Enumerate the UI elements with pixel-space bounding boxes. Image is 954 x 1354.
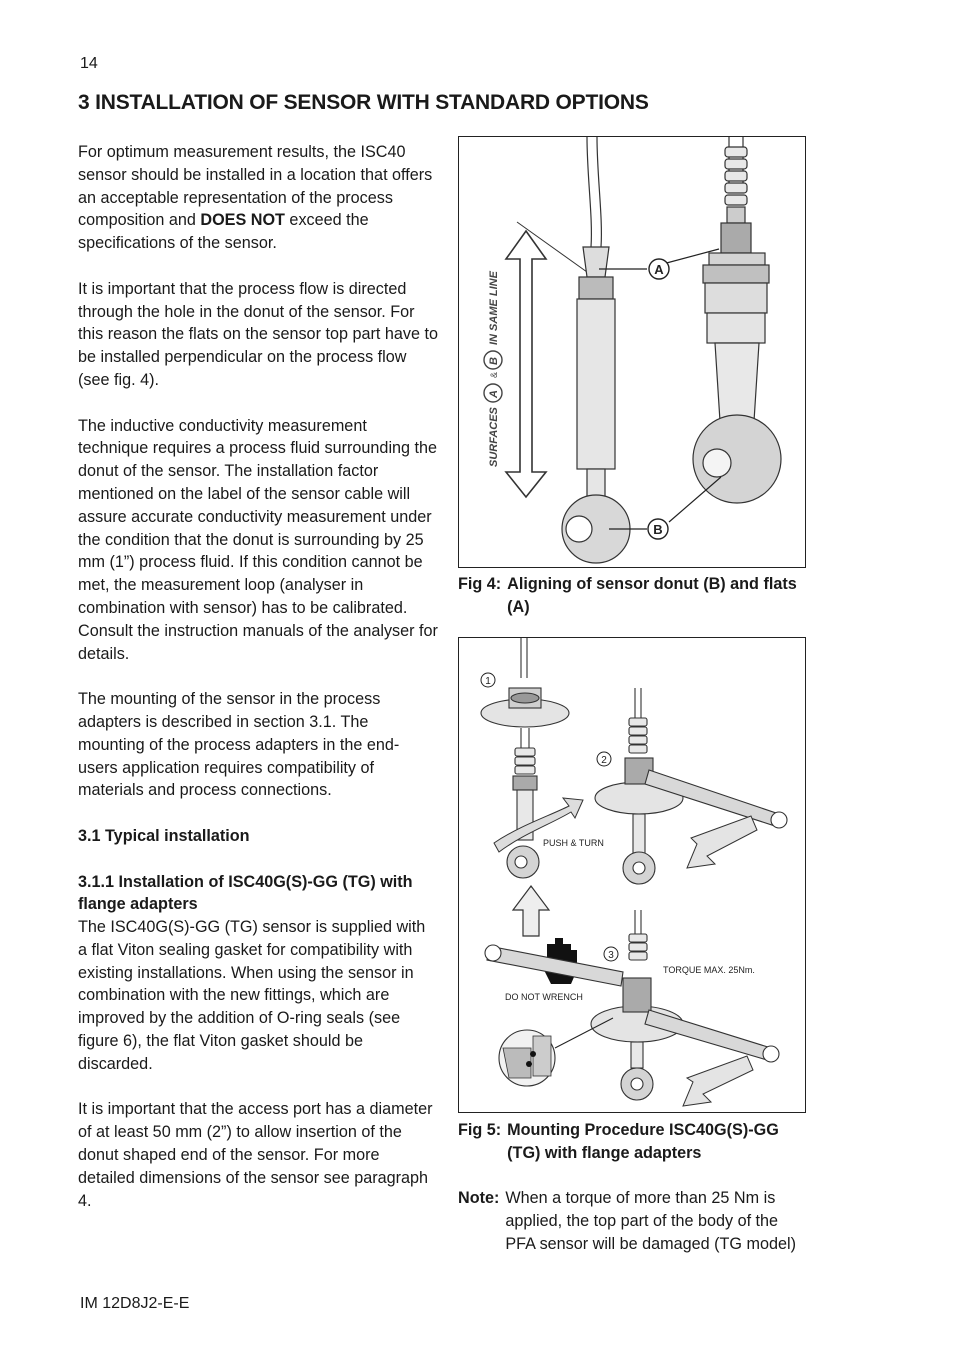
does-not-emphasis: DOES NOT bbox=[200, 211, 285, 230]
svg-text:B: B bbox=[488, 357, 500, 365]
section-title: 3 INSTALLATION OF SENSOR WITH STANDARD OPTIONS bbox=[78, 91, 649, 114]
svg-text:SURFACES: SURFACES bbox=[488, 407, 500, 467]
figure-5-caption-text: Mounting Procedure ISC40G(S)-GG (TG) with flange adapters bbox=[507, 1121, 779, 1162]
figure-4-label: Fig 4: bbox=[458, 575, 502, 593]
note-text: When a torque of more than 25 Nm is applied, the top part of the body of the PFA sensor will be damaged (TG model) bbox=[505, 1189, 796, 1253]
paragraph-mounting: The mounting of the sensor in the process adapters is described in section 3.1. The mounting of the process adapters in the end-users application requires compatibility of materials and process connections. bbox=[78, 690, 400, 800]
do-not-wrench-label: DO NOT WRENCH bbox=[505, 992, 583, 1002]
svg-text:A: A bbox=[488, 390, 500, 398]
step-2-sensor-wrench bbox=[595, 688, 787, 884]
svg-text:&: & bbox=[489, 371, 499, 378]
callout-b-label: B bbox=[653, 522, 663, 537]
figure-5-label: Fig 5: bbox=[458, 1121, 502, 1139]
document-code: IM 12D8J2-E-E bbox=[80, 1295, 190, 1312]
torque-note bbox=[458, 1187, 808, 1255]
note-label: Note: bbox=[458, 1189, 500, 1207]
step-3-label: 3 bbox=[608, 950, 614, 961]
step-1-label: 1 bbox=[485, 676, 491, 687]
figure-4-caption bbox=[458, 573, 808, 619]
paragraph-1-text: For optimum measurement results, the ISC40 sensor should be installed in a location that offers an acceptable representation of the process composition and bbox=[78, 143, 433, 230]
heading-installation-flange-adapters: 3.1.1 Installation of ISC40G(S)-GG (TG) with flange adapters bbox=[78, 872, 413, 914]
figure-5-caption bbox=[458, 1119, 808, 1165]
push-up-arrow-icon bbox=[513, 886, 549, 936]
sensor-front-view bbox=[693, 137, 781, 503]
heading-typical-installation: 3.1 Typical installation bbox=[78, 826, 250, 845]
torque-label: TORQUE MAX. 25Nm. bbox=[663, 965, 755, 975]
callout-a-label: A bbox=[654, 262, 664, 277]
page-number: 14 bbox=[80, 55, 98, 72]
paragraph-1-end: exceed the specifications of the sensor. bbox=[78, 211, 369, 253]
paragraph-optimum-results bbox=[78, 141, 438, 255]
figure-4-illustration bbox=[458, 136, 806, 568]
callout-b-leader-right bbox=[669, 477, 721, 522]
o-ring-detail-icon bbox=[499, 1030, 555, 1086]
fig5-drawing bbox=[459, 638, 805, 1112]
alignment-double-arrow bbox=[506, 231, 546, 497]
surfaces-in-same-line-label bbox=[484, 270, 502, 467]
paragraph-access-port: It is important that the access port has a diameter of at least 50 mm (2”) to allow insertion of the donut shaped end of the sensor. For more detailed dimensions of the sensor see paragraph 4. bbox=[78, 1100, 433, 1210]
step-2-label: 2 bbox=[601, 755, 607, 766]
sensor-side-view bbox=[562, 137, 630, 563]
figure-4-caption-text: Aligning of sensor donut (B) and flats (A) bbox=[507, 575, 797, 616]
figure-5-illustration bbox=[458, 637, 806, 1113]
svg-text:IN SAME LINE: IN SAME LINE bbox=[488, 271, 500, 345]
paragraph-process-flow: It is important that the process flow is directed through the hole in the donut of the sensor. For this reason the flats on the sensor top part have to be installed perpendicular on the process flow (see fig. 4). bbox=[78, 279, 438, 389]
paragraph-inductive-technique: The inductive conductivity measurement technique requires a process fluid surrounding the donut of the sensor. The installation factor mentioned on the label of the sensor cable will assure accurate conductivity measurement under the condition that the donut is surrounding by 25 mm (1”) process fluid. If this condition cannot be met, the measurement loop (analyser in combination with sensor) has to be calibrated. Consult the instruction manuals of the analyser for details. bbox=[78, 416, 438, 663]
main-text-column bbox=[78, 141, 438, 1212]
tighten-arrow-icon bbox=[683, 1056, 753, 1106]
fig4-drawing bbox=[459, 137, 805, 567]
paragraph-viton-gasket: The ISC40G(S)-GG (TG) sensor is supplied with a flat Viton sealing gasket for compatibility with existing installations. When using the sensor in combination with the new fittings, which are improved by the addition of O-ring seals (see figure 6), the flat Viton gasket should be discarded. bbox=[78, 918, 426, 1073]
push-turn-label: PUSH & TURN bbox=[543, 838, 604, 848]
rotate-arrow-icon bbox=[687, 816, 757, 868]
